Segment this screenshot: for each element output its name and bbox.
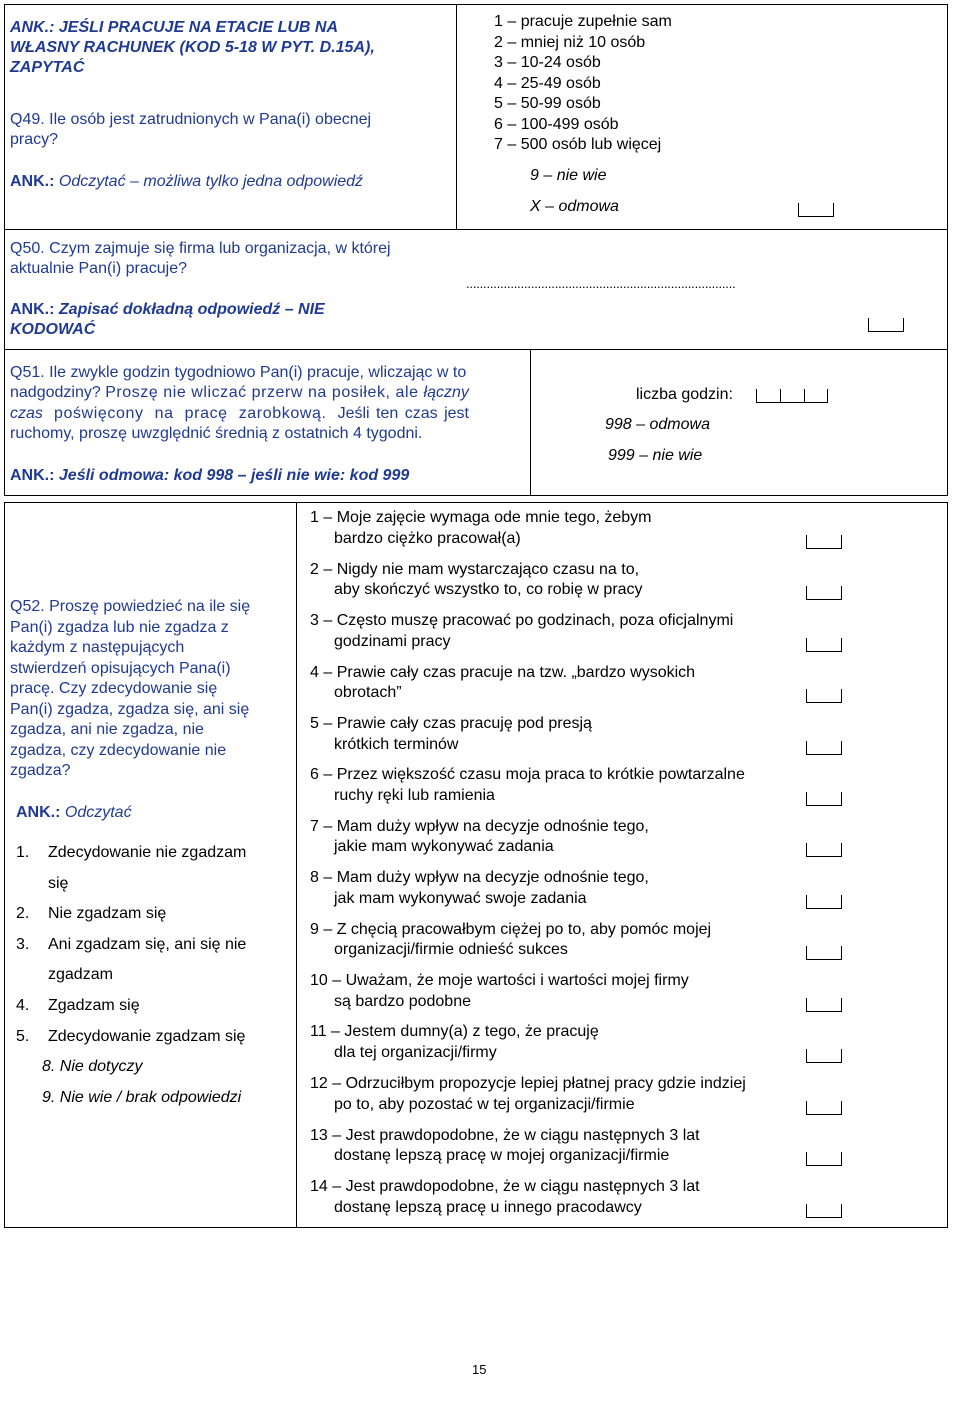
q51-text: Jeśli ten czas jest [337, 405, 469, 422]
q52-question-line: pracę. Czy zdecydowanie się [10, 680, 218, 697]
statement-line: 1 – Moje zajęcie wymaga ode mnie tego, żebym [310, 509, 652, 526]
q49-instr-line: WŁASNY RACHUNEK (KOD 5-18 W PYT. D.15A), [10, 39, 375, 56]
q49-instr-line: ANK.: JEŚLI PRACUJE NA ETACIE LUB NA [10, 19, 339, 36]
ank-text: Odczytać [64, 804, 132, 821]
q52-question-line: Pan(i) zgadza lub nie zgadza z [10, 619, 229, 636]
q52-question-line: zgadza, czy zdecydowanie nie [10, 742, 227, 759]
row-divider [4, 349, 948, 350]
q50-answer-line[interactable]: ............................................................................... [466, 276, 736, 291]
q52-question-line: Pan(i) zgadza, zgadza się, ani się [10, 701, 250, 718]
q50-code-box[interactable] [868, 318, 904, 332]
hours-box-divider [756, 389, 757, 403]
column-divider [530, 349, 531, 496]
scale-label: zgadzam [48, 966, 113, 983]
statement-line: bardzo ciężko pracował(a) [334, 530, 521, 547]
q51-option-refusal[interactable]: 998 – odmowa [605, 416, 710, 433]
q50-ank-note: KODOWAĆ [10, 321, 96, 338]
statement-line: 6 – Przez większość czasu moja praca to krótkie powtarzalne [310, 766, 745, 783]
statement-line: po to, aby pozostać w tej organizacji/firmie [334, 1096, 635, 1113]
q49-instr-line: ZAPYTAĆ [10, 59, 85, 76]
table-border [947, 502, 948, 1228]
ank-text: Jeśli odmowa: kod 998 – jeśli nie wie: kod 999 [58, 467, 410, 484]
ank-text: Zapisać dokładną odpowiedź – NIE [58, 301, 325, 318]
statement-line: dla tej organizacji/firmy [334, 1044, 497, 1061]
q52-ank-note [16, 803, 132, 823]
q51-question-line: ruchomy, proszę uwzględnić średnią z ostatnich 4 tygodni. [10, 425, 423, 442]
scale-label: Nie zgadzam się [48, 905, 167, 922]
q51-option-dont-know[interactable]: 999 – nie wie [608, 447, 703, 464]
table-border [4, 1227, 948, 1228]
statement-line: 11 – Jestem dumny(a) z tego, że pracuję [310, 1023, 599, 1040]
ank-text: Odczytać – możliwa tylko jedna odpowiedź [58, 173, 364, 190]
statement-line: 7 – Mam duży wpływ na decyzje odnośnie tego, [310, 818, 649, 835]
statement-answer-box[interactable] [806, 535, 842, 549]
statement-answer-box[interactable] [806, 586, 842, 600]
column-divider [296, 502, 297, 1228]
q49-option[interactable]: 7 – 500 osób lub więcej [494, 136, 662, 153]
statement-line: 8 – Mam duży wpływ na decyzje odnośnie tego, [310, 869, 649, 886]
q52-question-line: Q52. Proszę powiedzieć na ile się [10, 598, 251, 615]
statement-line: jak mam wykonywać swoje zadania [334, 890, 587, 907]
statement-answer-box[interactable] [806, 638, 842, 652]
statement-line: 2 – Nigdy nie mam wystarczająco czasu na to, [310, 561, 640, 578]
ank-prefix: ANK.: [10, 173, 59, 190]
statement-line: ruchy ręki lub ramienia [334, 787, 495, 804]
statement-line: 3 – Często muszę pracować po godzinach, poza oficjalnymi [310, 612, 734, 629]
scale-extra-option: 8. Nie dotyczy [42, 1058, 143, 1075]
table-border [4, 4, 948, 5]
q51-question-line [10, 404, 469, 424]
statement-line: 10 – Uważam, że moje wartości i wartości mojej firmy [310, 972, 689, 989]
statement-answer-box[interactable] [806, 741, 842, 755]
statement-answer-box[interactable] [806, 895, 842, 909]
statement-line: 12 – Odrzuciłbym propozycje lepiej płatnej pracy gdzie indziej [310, 1075, 746, 1092]
scale-number: 2. [16, 905, 30, 922]
statement-answer-box[interactable] [806, 1049, 842, 1063]
table-border [4, 4, 5, 496]
q49-option[interactable]: 6 – 100-499 osób [494, 116, 619, 133]
table-border [4, 502, 5, 1228]
hours-box-underline [756, 389, 828, 403]
hours-box-divider [780, 389, 781, 403]
q51-ank-note [10, 466, 409, 486]
q51-text: Proszę nie wliczać przerw na posiłek, ale [105, 384, 424, 401]
ank-prefix: ANK.: [16, 804, 65, 821]
q51-text: czas [10, 405, 43, 422]
ank-prefix: ANK.: [10, 301, 59, 318]
scale-label: Zdecydowanie zgadzam się [48, 1028, 246, 1045]
statement-line: krótkich terminów [334, 736, 459, 753]
q50-question: aktualnie Pan(i) pracuje? [10, 260, 187, 277]
table-border [4, 502, 948, 503]
table-border [947, 4, 948, 496]
statement-answer-box[interactable] [806, 946, 842, 960]
q49-question: pracy? [10, 131, 59, 148]
scale-number: 1. [16, 844, 30, 861]
statement-answer-box[interactable] [806, 792, 842, 806]
statement-answer-box[interactable] [806, 1204, 842, 1218]
row-divider [4, 229, 948, 230]
statement-line: obrotach” [334, 684, 402, 701]
table-border [4, 495, 948, 496]
page-number: 15 [472, 1362, 487, 1377]
q49-option[interactable]: 3 – 10-24 osób [494, 54, 601, 71]
statement-line: 5 – Prawie cały czas pracuję pod presją [310, 715, 592, 732]
statement-line: 13 – Jest prawdopodobne, że w ciągu następnych 3 lat [310, 1127, 700, 1144]
hours-box-divider [804, 389, 805, 403]
scale-extra-option: 9. Nie wie / brak odpowiedzi [42, 1089, 242, 1106]
statement-line: jakie mam wykonywać zadania [334, 838, 554, 855]
statement-line: aby skończyć wszystko to, co robię w pracy [334, 581, 643, 598]
statement-line: organizacji/firmie odnieść sukces [334, 941, 568, 958]
q49-option[interactable]: 2 – mniej niż 10 osób [494, 34, 646, 51]
q52-question-line: stwierdzeń opisujących Pana(i) [10, 660, 231, 677]
q51-text: nadgodziny? [10, 384, 106, 401]
q50-ank-note [10, 300, 325, 320]
statement-line: 4 – Prawie cały czas pracuje na tzw. „bardzo wysokich [310, 664, 696, 681]
ank-prefix: ANK.: [10, 467, 59, 484]
scale-label: Ani zgadzam się, ani się nie [48, 936, 247, 953]
scale-number: 4. [16, 997, 30, 1014]
q51-question-line [10, 383, 469, 403]
q49-option[interactable]: 4 – 25-49 osób [494, 75, 601, 92]
statement-answer-box[interactable] [806, 1152, 842, 1166]
scale-number: 5. [16, 1028, 30, 1045]
q51-question-line: Q51. Ile zwykle godzin tygodniowo Pan(i) pracuje, wliczając w to [10, 364, 467, 381]
statement-line: dostanę lepszą pracę w mojej organizacji/firmie [334, 1147, 670, 1164]
hours-box-divider [827, 389, 828, 403]
statement-line: 9 – Z chęcią pracowałbym ciężej po to, aby pomóc mojej [310, 921, 712, 938]
q51-text: łączny [423, 384, 469, 401]
statement-line: są bardzo podobne [334, 993, 471, 1010]
scale-label: Zgadzam się [48, 997, 140, 1014]
statement-answer-box[interactable] [806, 998, 842, 1012]
q49-option-dont-know[interactable]: 9 – nie wie [530, 167, 607, 184]
q51-text: poświęcony na pracę zarobkową. [42, 405, 338, 422]
q50-question: Q50. Czym zajmuje się firma lub organizacja, w której [10, 240, 391, 257]
statement-answer-box[interactable] [806, 689, 842, 703]
statement-line: godzinami pracy [334, 633, 451, 650]
statement-line: 14 – Jest prawdopodobne, że w ciągu następnych 3 lat [310, 1178, 700, 1195]
statement-answer-box[interactable] [806, 1101, 842, 1115]
statement-line: dostanę lepszą pracę u innego pracodawcy [334, 1199, 642, 1216]
scale-label: Zdecydowanie nie zgadzam [48, 844, 247, 861]
q49-question: Q49. Ile osób jest zatrudnionych w Pana(i) obecnej [10, 111, 372, 128]
q52-question-line: zgadza, ani nie zgadza, nie [10, 721, 204, 738]
column-divider [456, 4, 457, 230]
q52-question-line: zgadza? [10, 762, 71, 779]
q49-ank-note [10, 172, 363, 192]
statement-answer-box[interactable] [806, 843, 842, 857]
q52-question-line: każdym z następujących [10, 639, 185, 656]
scale-number: 3. [16, 936, 30, 953]
q49-option[interactable]: 1 – pracuje zupełnie sam [494, 13, 672, 30]
q49-option[interactable]: 5 – 50-99 osób [494, 95, 601, 112]
q51-hours-label: liczba godzin: [636, 386, 733, 403]
scale-label: się [48, 875, 69, 892]
q49-code-box[interactable] [798, 203, 834, 217]
q49-option-refusal[interactable]: X – odmowa [530, 198, 619, 215]
